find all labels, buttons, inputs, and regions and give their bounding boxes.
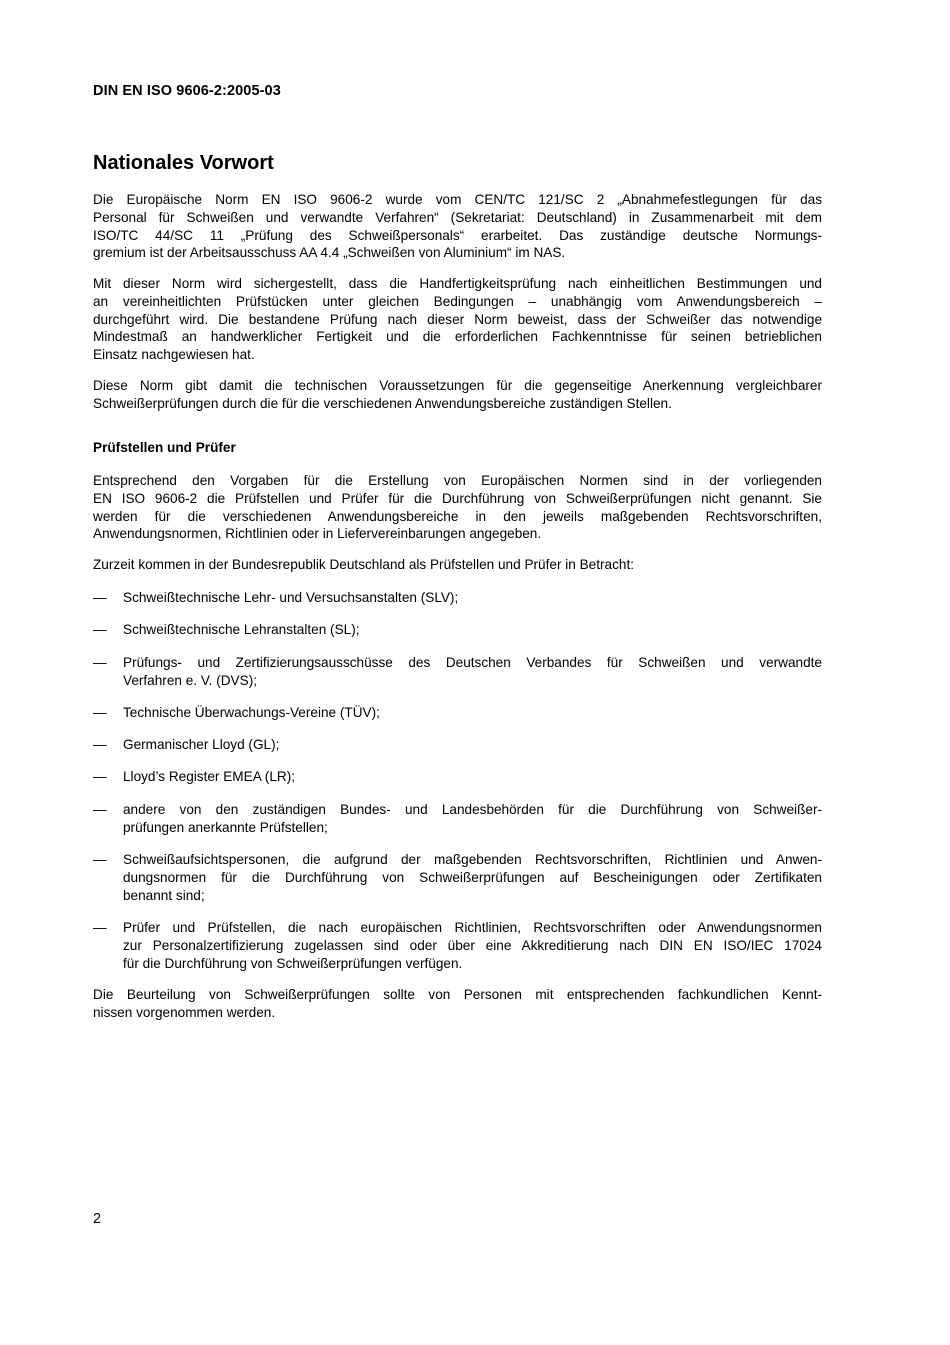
text-line: Einsatz nachgewiesen hat. (93, 347, 255, 363)
text-line: Schweißaufsichtspersonen, die aufgrund der maßgebenden Rechtsvorschriften, Richtlinien und Anwen- (123, 852, 822, 867)
dash-bullet-icon: — (93, 737, 107, 752)
text-line: Germanischer Lloyd (GL); (123, 737, 280, 752)
text-line: Diese Norm gibt damit die technischen Voraussetzungen für die gegenseitige Anerkennung vergleichbarer (93, 378, 822, 393)
text-line: gremium ist der Arbeitsausschuss AA 4.4 „Schweißen von Aluminium“ im NAS. (93, 245, 566, 261)
document-identifier: DIN EN ISO 9606-2:2005-03 (93, 83, 281, 99)
text-line: werden für die verschiedenen Anwendungsbereiche in den jeweils maßgebenden Rechtsvorschriften, (93, 508, 822, 524)
text-line: Anwendungsnormen, Richtlinien oder in Liefervereinbarungen angegeben. (93, 526, 542, 542)
text-line: prüfungen anerkannte Prüfstellen; (123, 819, 328, 835)
page-title: Nationales Vorwort (93, 152, 274, 174)
text-line: für die Durchführung von Schweißerprüfungen verfügen. (123, 955, 463, 971)
dash-bullet-icon: — (93, 590, 107, 605)
text-line: nissen vorgenommen werden. (93, 1004, 276, 1020)
text-line: Mit dieser Norm wird sichergestellt, dass die Handfertigkeitsprüfung nach einheitlichen Bestimmungen und (93, 276, 822, 291)
text-line: Lloyd’s Register EMEA (LR); (123, 769, 295, 784)
intro-paragraph-3 (93, 377, 822, 413)
text-line: Verfahren e. V. (DVS); (123, 672, 257, 688)
dash-bullet-icon: — (93, 769, 107, 784)
text-line: Schweißtechnische Lehranstalten (SL); (123, 622, 360, 637)
intro-paragraph-1 (93, 191, 822, 262)
dash-bullet-icon: — (93, 852, 107, 867)
text-line: Entsprechend den Vorgaben für die Erstellung von Europäischen Normen sind in der vorliegenden (93, 473, 822, 488)
section-paragraph-2 (93, 556, 822, 574)
page-number: 2 (93, 1211, 102, 1227)
text-line: andere von den zuständigen Bundes- und Landesbehörden für die Durchführung von Schweißer- (123, 802, 822, 817)
text-line: Technische Überwachungs-Vereine (TÜV); (123, 705, 380, 720)
text-line: ISO/TC 44/SC 11 „Prüfung des Schweißpersonals“ erarbeitet. Das zuständige deutsche Normungs- (93, 227, 822, 243)
text-line: Personal für Schweißen und verwandte Verfahren“ (Sekretariat: Deutschland) in Zusammenarbeit mit dem (93, 209, 822, 225)
text-line: zur Personalzertifizierung zugelassen sind oder über eine Akkreditierung nach DIN EN ISO/IEC 17024 (123, 937, 822, 953)
text-line: dungsnormen für die Durchführung von Schweißerprüfungen auf Bescheinigungen oder Zertifikaten (123, 869, 822, 885)
text-line: Schweißtechnische Lehr- und Versuchsanstalten (SLV); (123, 590, 459, 605)
text-line: EN ISO 9606-2 die Prüfstellen und Prüfer für die Durchführung von Schweißerprüfungen nicht genannt. Sie (93, 490, 822, 506)
dash-bullet-icon: — (93, 802, 107, 817)
text-line: Zurzeit kommen in der Bundesrepublik Deutschland als Prüfstellen und Prüfer in Betracht: (93, 557, 635, 572)
text-line: Die Europäische Norm EN ISO 9606-2 wurde vom CEN/TC 121/SC 2 „Abnahmefestlegungen für das (93, 192, 822, 207)
text-line: an vereinheitlichten Prüfstücken unter gleichen Bedingungen – unabhängig vom Anwendungsbereich – (93, 293, 822, 309)
dash-bullet-icon: — (93, 622, 107, 637)
text-line: Prüfungs- und Zertifizierungsausschüsse des Deutschen Verbandes für Schweißen und verwandte (123, 655, 822, 670)
text-line: Mindestmaß an handwerklicher Fertigkeit und die erforderlichen Fachkenntnisse für seinen betrieblichen (93, 329, 822, 345)
text-line: durchgeführt wird. Die bestandene Prüfung nach dieser Norm beweist, dass der Schweißer das notwendige (93, 311, 822, 327)
text-line: Schweißerprüfungen durch die für die verschiedenen Anwendungsbereiche zuständigen Stellen. (93, 395, 672, 411)
section-heading: Prüfstellen und Prüfer (93, 440, 236, 455)
text-line: Prüfer und Prüfstellen, die nach europäischen Richtlinien, Rechtsvorschriften oder Anwendungsnormen (123, 920, 822, 935)
text-line: Die Beurteilung von Schweißerprüfungen sollte von Personen mit entsprechenden fachkundlichen Kennt- (93, 987, 822, 1002)
dash-bullet-icon: — (93, 705, 107, 720)
text-line: benannt sind; (123, 887, 205, 903)
dash-bullet-icon: — (93, 655, 107, 670)
closing-paragraph (93, 986, 822, 1022)
section-paragraph-1 (93, 472, 822, 543)
dash-bullet-icon: — (93, 920, 107, 935)
intro-paragraph-2 (93, 275, 822, 364)
